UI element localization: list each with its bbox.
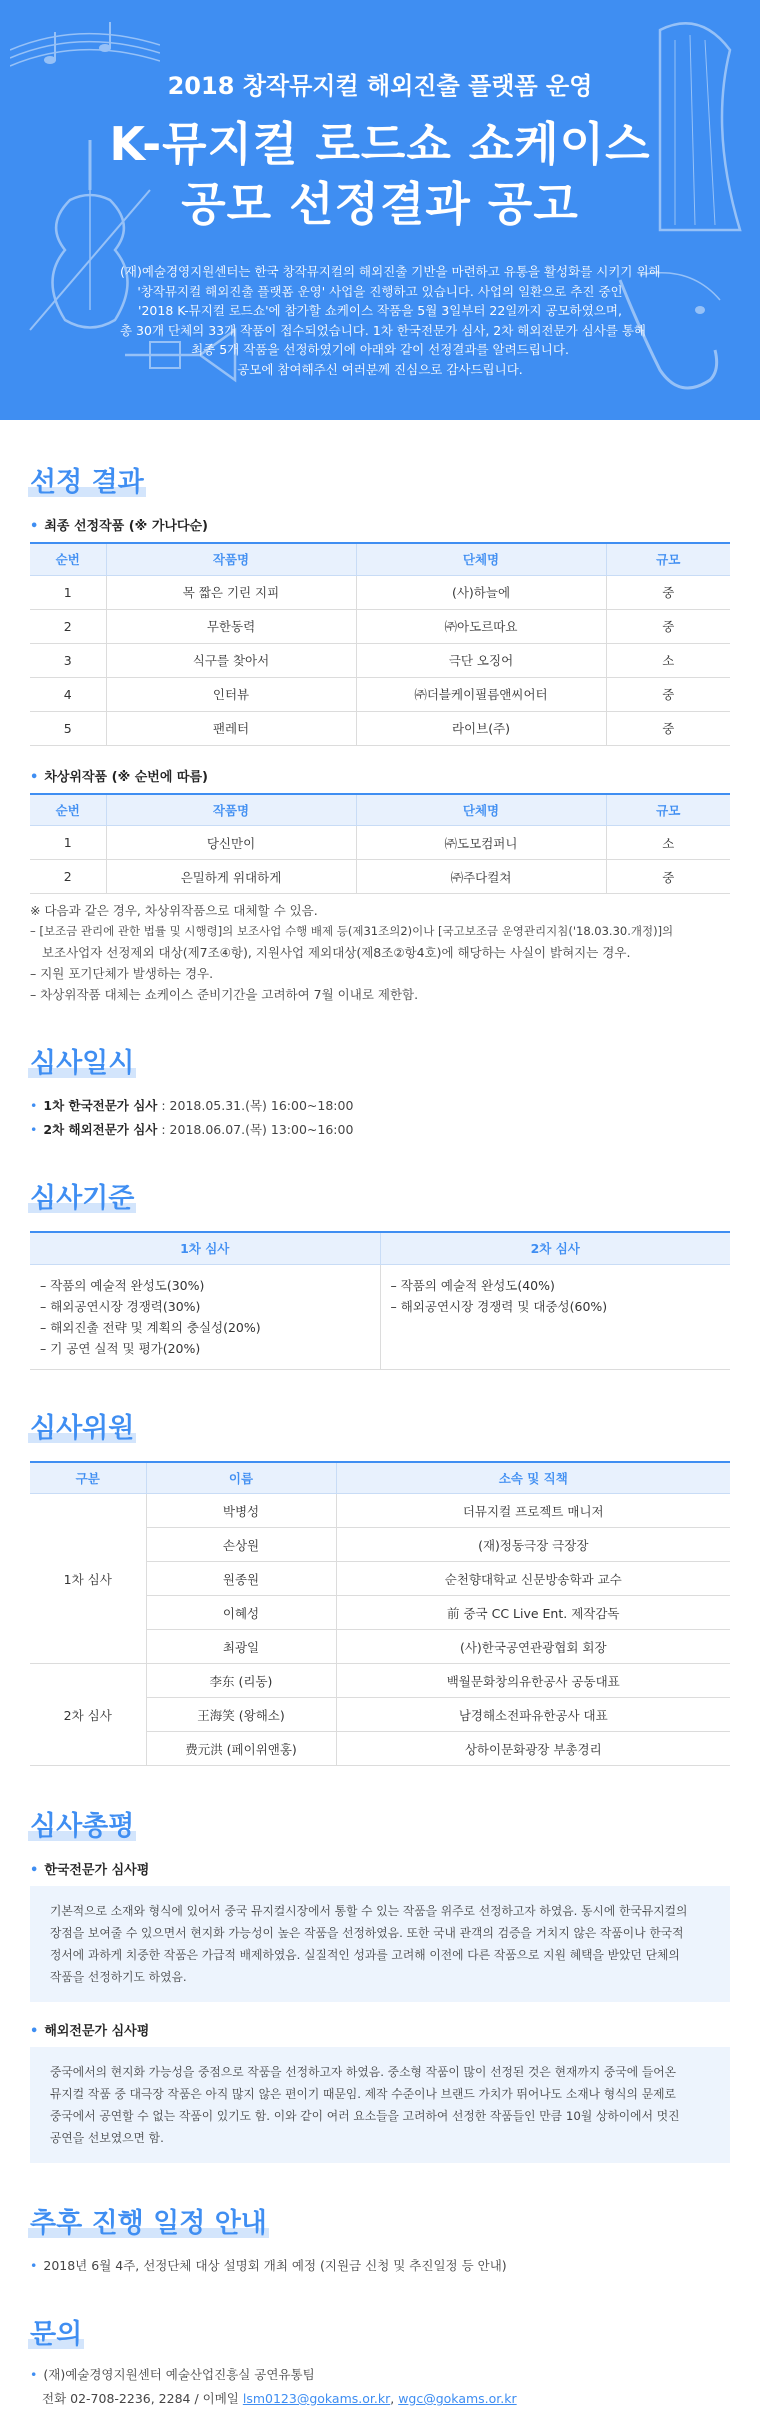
table-row: 1 당신만이 ㈜도모컴퍼니 소 [30,826,730,860]
contact-info [30,2363,730,2431]
list-item: • 1차 한국전문가 심사 : 2018.05.31.(목) 16:00~18:00 [30,1098,354,1113]
table-row: 3 식구를 찾아서 극단 오징어 소 [30,643,730,677]
email-link-1[interactable]: lsm0123@gokams.or.kr [242,2391,391,2406]
list-item: • 2차 해외전문가 심사 : 2018.06.07.(목) 13:00~16:00 [30,1122,354,1137]
criteria-table: 1차 심사 2차 심사 – 작품의 예술적 완성도(30%) – 해외공연시장 경쟁력(30%) – 해외진출 전략 및 계획의 충실성(20%) – 기 공연 실적 및 평가(20%) – 작품의 예술적 완성도(40%) – 해외공연시장 경쟁력 및 대중성(60%) [30,1231,730,1370]
list-item: • 2018년 6월 4주, 선정단체 대상 설명회 개최 예정 (지원금 신청 및 추진일정 등 안내) [30,2258,507,2273]
section-title-committee: 심사위원 [30,1406,134,1445]
results-notes: ※ 다음과 같은 경우, 차상위작품으로 대체할 수 있음. – [보조금 관리에 관한 법률 및 시행령]의 보조사업 수행 배제 등(제31조의2)이나 [국고보조금 운영관리지침('18.03.30.개정)]의 보조사업자 선정제외 대상(제7조④항), 지원사업 제외대상(제8조②항4호)에 해당하는 사실이 밝혀지는 경우. – 지원 포기단체가 발생하는 경우. – 차상위작품 대체는 쇼케이스 준비기간을 고려하여 7월 이내로 제한함. [30,903,674,1002]
overseas-review-label: • 해외전문가 심사평 [30,2024,150,2039]
contact-org: • (재)예술경영지원센터 예술산업진흥실 공연유통팀 [30,2367,315,2382]
table-row: 이혜성 前 중국 CC Live Ent. 제작감독 [30,1596,730,1630]
overseas-review-box: 중국에서의 현지화 가능성을 중점으로 작품을 선정하고자 하였음. 중소형 작품이 많이 선정된 것은 현재까지 중국에 들어온 뮤지컬 작품 중 대극장 작품은 아직 많지 않은 편이기 때문임. 제작 수준이나 브랜드 가치가 뛰어나도 소재나 형식의 문제로 중국에서 공연할 수 없는 작품이 있기도 함. 이와 같이 여러 요소들을 고려하여 선정한 작품들인 만큼 10월 상하이에서 멋진 공연을 선보였으면 함. [30,2047,730,2163]
table-row: 2 무한동력 ㈜아도르따요 중 [30,609,730,643]
section-title-criteria: 심사기준 [30,1176,134,1215]
table-row: 원종원 순천향대학교 신문방송학과 교수 [30,1562,730,1596]
table-row: 费元洪 (페이위앤홍) 상하이문화광장 부총경리 [30,1732,730,1766]
table-row: 5 팬레터 라이브(주) 중 [30,711,730,745]
committee-table: 구분 이름 소속 및 직책 1차 심사 박병성 더뮤지컬 프로젝트 매니저 손상원 (재)정동극장 극장장 원종원 순천향대학교 신문방송학과 교수 이혜성 前 중국 CC Live Ent. 제작감독 최광일 (사)한국공연관광협회 회장 2차 심사 李东 (리동) 백월문화창의유한공사 공동대표 王海笑 (왕해소) 남경해소전파유한공사 대표 费元洪 (페이위앤홍) 상하이문화광장 부총경리 [30,1461,730,1767]
section-title-contact: 문의 [30,2312,82,2351]
table-row: 1 목 짧은 기린 지피 (사)하늘에 중 [30,575,730,609]
criteria-second: – 작품의 예술적 완성도(40%) – 해외공연시장 경쟁력 및 대중성(60%) [380,1264,730,1369]
table-row: 최광일 (사)한국공연관광협회 회장 [30,1630,730,1664]
section-title-schedule: 심사일시 [30,1041,134,1080]
reserve-table: 순번 작품명 단체명 규모 1 당신만이 ㈜도모컴퍼니 소 2 은밀하게 위대하게 ㈜주다컬쳐 중 [30,793,730,895]
schedule-list [30,1094,730,1142]
hero-title-line1: K-뮤지컬 로드쇼 쇼케이스 [109,117,651,171]
table-row: 王海笑 (왕해소) 남경해소전파유한공사 대표 [30,1698,730,1732]
contact-phone-email: 전화 02-708-2236, 2284 / 이메일 lsm0123@gokams.or.kr, wgc@gokams.or.kr [42,2391,517,2406]
section-title-followup: 추후 진행 일정 안내 [30,2201,267,2240]
reserve-label: • 차상위작품 (※ 순번에 따름) [30,769,208,785]
final-label: • 최종 선정작품 (※ 가나다순) [30,519,208,534]
hero-description: (재)예술경영지원센터는 한국 창작뮤지컬의 해외진출 기반을 마련하고 유통을 활성화를 시키기 위해 '창작뮤지컬 해외진출 플랫폼 운영' 사업을 진행하고 있습니다. 사업의 일환으로 추진 중인 '2018 K-뮤지컬 로드쇼'에 참가할 쇼케이스 작품을 5월 3일부터 22일까지 공모하였으며, 총 30개 단체의 33개 작품이 접수되었습니다. 1차 한국전문가 심사, 2차 해외전문가 심사를 통해 최종 5개 작품을 선정하였기에 아래와 같이 선정결과를 알려드립니다. 공모에 참여해주신 여러분께 진심으로 감사드립니다. [120,264,661,377]
section-title-results: 선정 결과 [30,460,144,499]
table-row: 손상원 (재)정동극장 극장장 [30,1528,730,1562]
email-link-2[interactable]: wgc@gokams.or.kr [398,2391,517,2406]
hero-subtitle: 2018 창작뮤지컬 해외진출 플랫폼 운영 [167,72,593,100]
korea-review-label: • 한국전문가 심사평 [30,1863,150,1878]
hero-banner [0,0,760,420]
section-title-review: 심사총평 [30,1804,134,1843]
table-row: 2차 심사 李东 (리동) 백월문화창의유한공사 공동대표 [30,1664,730,1698]
table-row: 2 은밀하게 위대하게 ㈜주다컬쳐 중 [30,860,730,894]
hero-title-line2: 공모 선정결과 공고 [181,177,579,231]
final-table: 순번 작품명 단체명 규모 1 목 짧은 기린 지피 (사)하늘에 중 2 무한동력 ㈜아도르따요 중 3 식구를 찾아서 극단 오징어 소 4 인터뷰 ㈜더블케이필름앤씨어터 중 5 팬레터 라이브(주) 중 [30,542,730,746]
criteria-first: – 작품의 예술적 완성도(30%) – 해외공연시장 경쟁력(30%) – 해외진출 전략 및 계획의 충실성(20%) – 기 공연 실적 및 평가(20%) [30,1264,380,1369]
table-row: 1차 심사 박병성 더뮤지컬 프로젝트 매니저 [30,1494,730,1528]
korea-review-box: 기본적으로 소재와 형식에 있어서 중국 뮤지컬시장에서 통할 수 있는 작품을 위주로 선정하고자 하였음. 동시에 한국뮤지컬의 장점을 보여줄 수 있으면서 현지화 가능성이 높은 작품을 선정하였음. 또한 국내 관객의 검증을 거치지 않은 작품이나 한국적 정서에 과하게 치중한 작품은 가급적 배제하였음. 실질적인 성과를 고려해 이전에 다른 작품으로 지원 혜택을 받았던 단체의 작품을 선정하기도 하였음. [30,1886,730,2002]
table-row: 4 인터뷰 ㈜더블케이필름앤씨어터 중 [30,677,730,711]
